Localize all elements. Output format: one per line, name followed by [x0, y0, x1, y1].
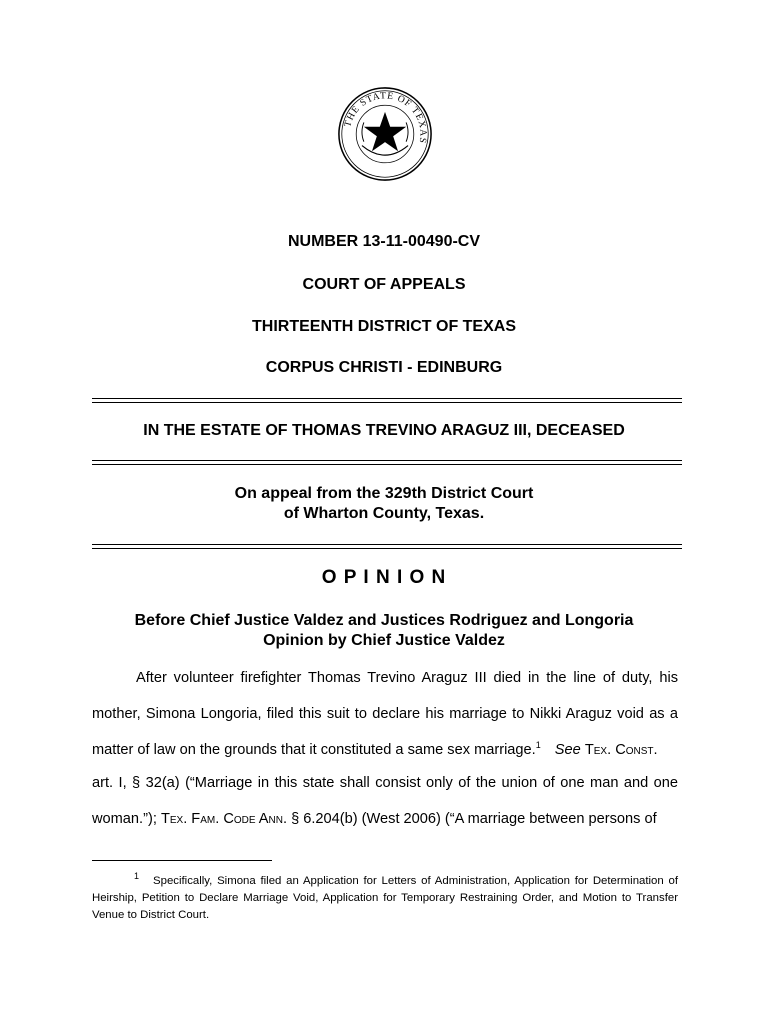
district-name: THIRTEENTH DISTRICT OF TEXAS	[252, 318, 516, 335]
footnote-ref[interactable]: 1	[535, 740, 541, 750]
footnote-rule	[92, 860, 272, 861]
citation: Tex. Const.	[584, 741, 658, 758]
body-text: woman.”);	[92, 811, 157, 827]
footnote-mark: 1	[134, 871, 140, 881]
divider-rule	[92, 398, 682, 403]
footnote-text: Specifically, Simona filed an Application for Letters of Administration, Application for Determination of Heirship, Petition to Declare Marriage Void, Application for Temporary Restraining Order, and Motion to Transfer Venue to District Court.	[92, 874, 678, 921]
star-icon	[364, 112, 406, 151]
panel-line-2: Opinion by Chief Justice Valdez	[263, 632, 505, 649]
body-line: After volunteer firefighter Thomas Trevino Araguz III died in the line of duty, his	[136, 670, 678, 686]
body-text: § 6.204(b) (West 2006) (“A marriage between persons of	[291, 811, 657, 827]
footnote	[92, 868, 678, 924]
appeal-line-2: of Wharton County, Texas.	[283, 505, 485, 522]
case-caption: IN THE ESTATE OF THOMAS TREVINO ARAGUZ III, DECEASED	[143, 422, 625, 439]
panel-line-1: Before Chief Justice Valdez and Justices Rodriguez and Longoria	[134, 612, 634, 629]
body-line: art. I, § 32(a) (“Marriage in this state shall consist only of the union of one man and one	[92, 775, 678, 791]
appeal-line-1: On appeal from the 329th District Court	[234, 485, 534, 502]
case-number: NUMBER 13-11-00490-CV	[287, 233, 481, 250]
court-location: CORPUS CHRISTI - EDINBURG	[265, 359, 503, 376]
seal-text: THE STATE OF TEXAS	[342, 90, 429, 145]
body-line	[92, 811, 678, 827]
divider-rule	[92, 460, 682, 465]
opinion-title: O P I N I O N	[321, 567, 447, 588]
body-line: mother, Simona Longoria, filed this suit to declare his marriage to Nikki Araguz void as a	[92, 706, 678, 722]
court-name: COURT OF APPEALS	[302, 276, 466, 293]
citation: Tex. Fam. Code Ann.	[160, 811, 288, 827]
signal-see: See	[554, 741, 581, 758]
body-line	[92, 740, 678, 758]
texas-state-seal	[337, 86, 433, 182]
divider-rule	[92, 544, 682, 549]
body-text: matter of law on the grounds that it constituted a same sex marriage.	[92, 741, 536, 758]
